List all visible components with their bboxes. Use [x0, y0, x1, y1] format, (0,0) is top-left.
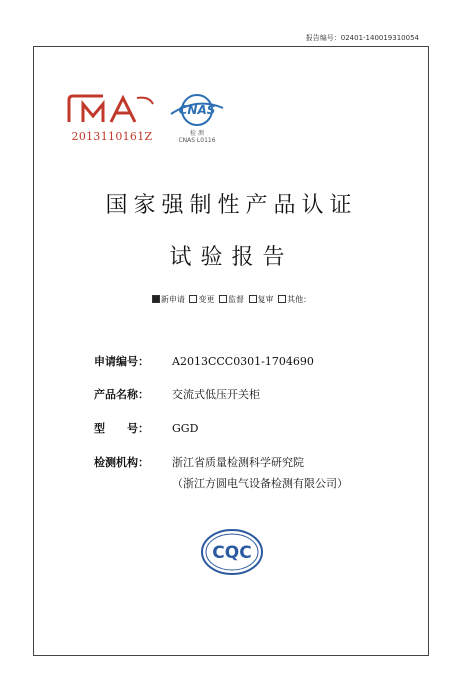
cma-logo-icon: [57, 92, 167, 128]
field-test-organization: [94, 454, 304, 470]
type-new: [152, 295, 185, 304]
cma-number: 2013110161Z: [71, 130, 153, 143]
checkbox-icon: [189, 295, 197, 303]
report-number-label: 报告编号：: [305, 34, 341, 42]
field-label: 申请编号：: [94, 355, 149, 368]
checkbox-icon: [219, 295, 227, 303]
field-product-name: [94, 386, 260, 402]
checkbox-icon: [249, 295, 257, 303]
checkbox-icon: [278, 295, 286, 303]
cqc-logo-icon: [199, 527, 265, 577]
report-number: [306, 33, 419, 43]
field-value: A2013CCC0301-1704690: [172, 355, 314, 368]
type-label: 复审: [257, 295, 274, 304]
type-review: [249, 295, 274, 304]
type-other: [278, 295, 311, 304]
field-value: 浙江省质量检测科学研究院: [172, 456, 304, 469]
cnas-logo-text: CNAS: [178, 103, 216, 117]
cnas-logo: [165, 93, 229, 155]
cqc-logo: [199, 527, 265, 577]
type-label: 变更: [198, 295, 215, 304]
field-label: 型 号：: [94, 422, 149, 435]
report-number-value: 02401-140019310054: [340, 34, 419, 42]
application-types: [0, 294, 463, 305]
field-label: 产品名称：: [94, 388, 149, 401]
cqc-logo-text: CQC: [212, 543, 252, 563]
type-change: [189, 295, 214, 304]
field-model: [94, 420, 198, 436]
cnas-sub2: CNAS L0116: [178, 137, 216, 144]
type-supervise: [219, 295, 244, 304]
cnas-sub1: 检 测: [190, 130, 204, 137]
report-title-line1: 国家强制性产品认证: [105, 193, 358, 218]
type-label: 监督: [228, 295, 244, 304]
cma-logo: [57, 92, 167, 148]
cnas-logo-icon: [165, 93, 229, 129]
report-title-line2: 试验报告: [169, 245, 294, 270]
checkbox-checked-icon: [152, 295, 160, 303]
field-application-no: [94, 353, 314, 369]
field-label: 检测机构：: [94, 456, 149, 469]
field-test-organization-alt: （浙江方圆电气设备检测有限公司）: [172, 477, 348, 490]
field-value: 交流式低压开关柜: [172, 388, 260, 401]
field-value: GGD: [172, 422, 199, 435]
type-label: 新申请: [160, 295, 185, 304]
type-label: 其他：: [287, 295, 312, 304]
